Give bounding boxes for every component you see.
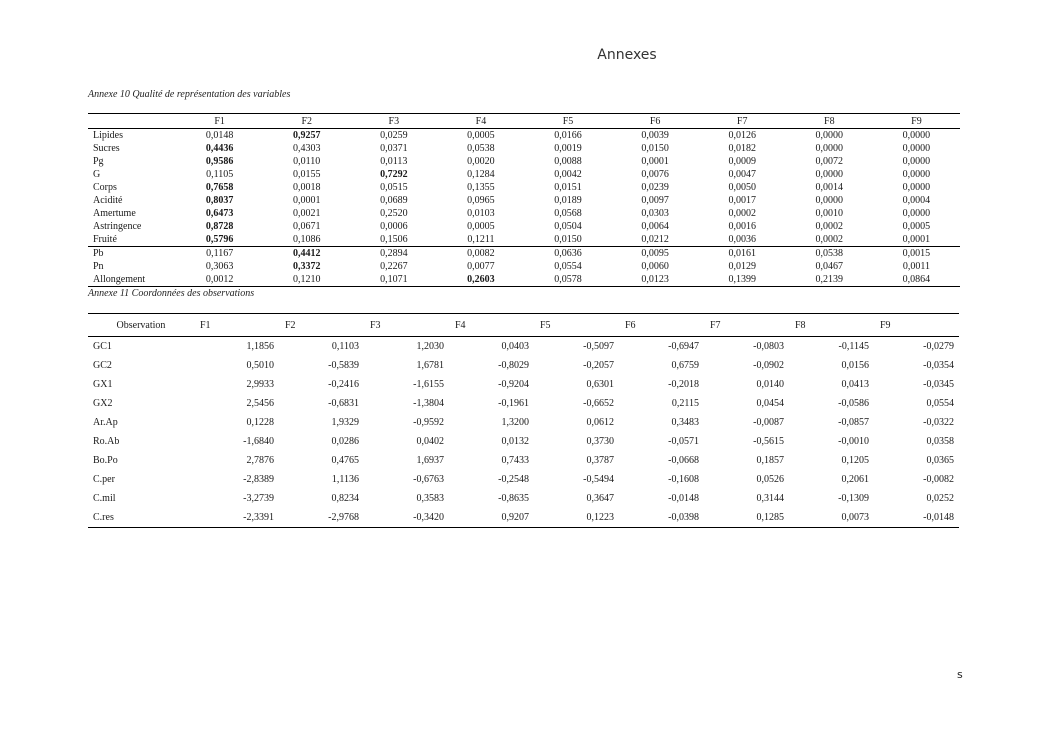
table-cell: 0,0671 (292, 220, 321, 232)
column-header: F6 (612, 114, 699, 129)
table-cell: -0,6763 (413, 474, 444, 485)
table-cell: 0,1223 (534, 508, 619, 528)
table-cell: 0,0123 (612, 273, 699, 287)
table-cell: 0,0129 (728, 260, 756, 272)
table-cell: 0,8037 (205, 194, 234, 206)
table-cell: 0,8234 (331, 493, 359, 504)
row-label: Amertume (93, 207, 136, 219)
table-cell: -0,8635 (498, 493, 529, 504)
table-cell: 0,0021 (292, 207, 321, 219)
table-cell: 0,0000 (815, 168, 844, 180)
table-cell: -0,0668 (668, 455, 699, 466)
table-cell: 0,0358 (926, 436, 954, 447)
table-cell: -1,6840 (243, 436, 274, 447)
column-header: F5 (524, 114, 611, 129)
table-cell: 0,0095 (612, 247, 699, 261)
table-cell: 0,1285 (704, 508, 789, 528)
table-cell: 0,0039 (641, 129, 669, 141)
table-cell: 1,9329 (331, 417, 359, 428)
column-header: Observation (88, 314, 194, 337)
table-cell: 0,0004 (902, 194, 931, 206)
table-cell: 0,0140 (756, 379, 784, 390)
table-cell: 0,6759 (671, 360, 699, 371)
table-cell: 0,3483 (671, 417, 699, 428)
table-cell: 0,0010 (815, 207, 844, 219)
table-cell: 0,1857 (756, 455, 784, 466)
table-cell: -0,0586 (838, 398, 869, 409)
row-label: Allongement (88, 273, 176, 287)
column-header: F4 (437, 114, 524, 129)
table-cell: 0,0000 (902, 181, 931, 193)
table-cell: -2,8389 (243, 474, 274, 485)
table-cell: 0,0002 (815, 233, 844, 245)
table-cell: 0,0088 (554, 155, 582, 167)
table-cell: -0,1608 (668, 474, 699, 485)
table-row (88, 142, 960, 155)
table-cell: 0,0001 (902, 233, 931, 245)
table-cell: 0,0150 (554, 233, 582, 245)
table-row (88, 413, 959, 432)
table-row (88, 451, 959, 470)
table-cell: 0,0018 (292, 181, 321, 193)
row-label: Lipides (93, 129, 123, 141)
row-label: Bo.Po (93, 455, 118, 466)
table-cell: 0,2115 (671, 398, 699, 409)
table-cell: 0,0042 (554, 168, 582, 180)
table-cell: -0,1309 (838, 493, 869, 504)
table-cell: 0,2603 (437, 273, 524, 287)
table-cell: 0,0150 (641, 142, 669, 154)
table-cell: -0,2416 (328, 379, 359, 390)
row-label: Sucres (93, 142, 120, 154)
table-cell: 0,1355 (467, 181, 495, 193)
row-label: Ro.Ab (93, 436, 120, 447)
table-cell: 0,0182 (728, 142, 756, 154)
table-row (88, 470, 959, 489)
table-cell: 0,0526 (756, 474, 784, 485)
corner-cell (88, 114, 176, 129)
table-cell: -0,0571 (668, 436, 699, 447)
table-cell: 0,0015 (873, 247, 960, 261)
observation-coordinates-table (88, 313, 959, 528)
table-cell: 0,0151 (554, 181, 582, 193)
table-cell: 0,4412 (263, 247, 350, 261)
table-row (88, 337, 959, 357)
table-cell: 0,0017 (728, 194, 756, 206)
table-cell: -0,0279 (923, 341, 954, 352)
column-header: F8 (786, 114, 873, 129)
table-cell: -0,0148 (668, 493, 699, 504)
table-cell: 0,1086 (292, 233, 321, 245)
table-cell: 0,0011 (902, 260, 930, 272)
table-header-row (88, 114, 960, 129)
table-cell: -0,0322 (923, 417, 954, 428)
table-row (88, 489, 959, 508)
table-cell: -0,0857 (838, 417, 869, 428)
row-label: GC1 (93, 341, 112, 352)
row-label: GC2 (93, 360, 112, 371)
table-cell: 0,0538 (786, 247, 873, 261)
table-row (88, 129, 960, 143)
table-cell: 0,0001 (641, 155, 669, 167)
row-label: Ar.Ap (93, 417, 118, 428)
table-cell: 0,0005 (902, 220, 931, 232)
table-cell: 0,0113 (380, 155, 408, 167)
table-cell: 0,0259 (380, 129, 408, 141)
table-cell: 0,0000 (902, 207, 931, 219)
table-cell: -0,3420 (364, 508, 449, 528)
table-cell: -1,6155 (413, 379, 444, 390)
table-cell: 0,0413 (841, 379, 869, 390)
table-cell: 2,5456 (246, 398, 274, 409)
table-cell: 0,0365 (926, 455, 954, 466)
table-cell: 0,0001 (292, 194, 321, 206)
table-cell: 0,0126 (728, 129, 756, 141)
table-cell: 0,0047 (728, 168, 756, 180)
table-cell: 0,0965 (467, 194, 495, 206)
table-row (88, 508, 959, 528)
table-cell: 1,6781 (416, 360, 444, 371)
table-cell: 0,0504 (554, 220, 582, 232)
table-cell: -1,3804 (413, 398, 444, 409)
table-cell: 0,3372 (292, 260, 321, 272)
row-label: C.per (93, 474, 115, 485)
table-cell: 0,0009 (728, 155, 756, 167)
table-cell: 0,1506 (380, 233, 408, 245)
table-cell: 2,9933 (246, 379, 274, 390)
table-cell: -2,3391 (194, 508, 279, 528)
table-cell: 0,7433 (501, 455, 529, 466)
table-cell: 0,0000 (902, 155, 931, 167)
table-cell: 0,0148 (205, 129, 234, 141)
table-cell: 0,9586 (205, 155, 234, 167)
table-cell: 0,3647 (586, 493, 614, 504)
column-header: F8 (789, 314, 874, 337)
table-cell: 0,0303 (641, 207, 669, 219)
table-cell: -0,0082 (923, 474, 954, 485)
table-cell: 0,0036 (728, 233, 756, 245)
table-cell: -0,2548 (498, 474, 529, 485)
table-row (88, 432, 959, 451)
table-cell: 0,2894 (350, 247, 437, 261)
table-cell: 0,1205 (841, 455, 869, 466)
table-cell: 0,0000 (815, 129, 844, 141)
table-cell: -0,2018 (668, 379, 699, 390)
table-cell: 0,0073 (789, 508, 874, 528)
column-header: F3 (350, 114, 437, 129)
row-label: GX2 (93, 398, 113, 409)
table-cell: -0,5097 (583, 341, 614, 352)
table-cell: -0,0010 (838, 436, 869, 447)
table-cell: -0,5839 (328, 360, 359, 371)
table-cell: 0,0012 (176, 273, 263, 287)
table-cell: -0,2057 (583, 360, 614, 371)
table-cell: 0,3063 (205, 260, 234, 272)
table-cell: -0,0148 (874, 508, 959, 528)
table-cell: 0,0000 (902, 142, 931, 154)
column-header: F1 (176, 114, 263, 129)
table-cell: 0,0000 (815, 142, 844, 154)
table-cell: 0,0132 (501, 436, 529, 447)
table-row (88, 207, 960, 220)
table-cell: 0,1103 (331, 341, 359, 352)
table-row (88, 220, 960, 233)
table-cell: 0,0189 (554, 194, 582, 206)
table-cell: 0,0005 (467, 220, 495, 232)
table-cell: 0,0554 (554, 260, 582, 272)
table-cell: 0,0538 (467, 142, 495, 154)
table-cell: 0,0252 (926, 493, 954, 504)
table-cell: 0,0454 (756, 398, 784, 409)
table-cell: 0,0689 (380, 194, 408, 206)
table-cell: 0,0072 (815, 155, 844, 167)
table-cell: 0,1228 (246, 417, 274, 428)
table-row (88, 233, 960, 247)
table-cell: 0,0019 (554, 142, 582, 154)
table-cell: 0,0110 (293, 155, 321, 167)
column-header: F6 (619, 314, 704, 337)
table-cell: 0,6301 (586, 379, 614, 390)
table-cell: 0,1399 (699, 273, 786, 287)
table-cell: 0,0020 (467, 155, 495, 167)
table-cell: -0,9592 (413, 417, 444, 428)
table-cell: 0,3144 (756, 493, 784, 504)
column-header: F9 (873, 114, 960, 129)
table-cell: 2,7876 (246, 455, 274, 466)
table-cell: 0,1211 (467, 233, 495, 245)
annex-11-caption: Annexe 11 Coordonnées des observations (88, 288, 255, 299)
table-cell: 0,0076 (641, 168, 669, 180)
table-cell: -0,1961 (498, 398, 529, 409)
table-cell: 0,3583 (416, 493, 444, 504)
table-cell: 0,4765 (331, 455, 359, 466)
table-cell: 0,0212 (641, 233, 669, 245)
table-header-row (88, 314, 959, 337)
table-cell: -0,6831 (328, 398, 359, 409)
table-cell: 0,9207 (449, 508, 534, 528)
table-cell: 0,8728 (205, 220, 234, 232)
table-row (88, 260, 960, 273)
table-cell: 0,0000 (902, 129, 931, 141)
row-label: C.mil (93, 493, 116, 504)
table-cell: 0,0006 (380, 220, 408, 232)
representation-quality-table (88, 113, 960, 287)
row-label: Corps (93, 181, 117, 193)
table-cell: 1,1136 (331, 474, 359, 485)
table-cell: 0,0612 (586, 417, 614, 428)
annex-10-caption: Annexe 10 Qualité de représentation des variables (88, 89, 291, 100)
row-label: C.res (88, 508, 194, 528)
table-cell: -0,1145 (838, 341, 869, 352)
table-cell: 0,0402 (416, 436, 444, 447)
table-cell: 0,0156 (841, 360, 869, 371)
column-header: F1 (194, 314, 279, 337)
table-cell: 0,0371 (380, 142, 408, 154)
table-cell: 0,6473 (205, 207, 234, 219)
table-cell: 0,0554 (926, 398, 954, 409)
table-cell: 0,0002 (815, 220, 844, 232)
table-row (88, 375, 959, 394)
table-cell: 0,1105 (206, 168, 234, 180)
table-cell: 0,0155 (292, 168, 321, 180)
column-header: F2 (263, 114, 350, 129)
column-header: F5 (534, 314, 619, 337)
table-cell: 0,5010 (246, 360, 274, 371)
table-cell: 0,0166 (554, 129, 582, 141)
table-cell: 0,0005 (467, 129, 495, 141)
table-cell: 0,0636 (524, 247, 611, 261)
row-label: GX1 (93, 379, 113, 390)
table-row (88, 194, 960, 207)
row-label: Astringence (93, 220, 142, 232)
table-cell: 1,3200 (501, 417, 529, 428)
column-header: F7 (704, 314, 789, 337)
table-cell: 0,0103 (467, 207, 495, 219)
table-cell: 0,0014 (815, 181, 844, 193)
table-cell: 0,0000 (902, 168, 931, 180)
table-cell: 0,0515 (380, 181, 408, 193)
table-row (88, 168, 960, 181)
table-cell: 0,1210 (263, 273, 350, 287)
table-cell: 1,6937 (416, 455, 444, 466)
table-cell: 1,1856 (246, 341, 274, 352)
table-cell: 0,3730 (586, 436, 614, 447)
table-cell: -0,0345 (923, 379, 954, 390)
table-cell: 0,1284 (467, 168, 495, 180)
table-cell: 0,0064 (641, 220, 669, 232)
table-row (88, 394, 959, 413)
table-cell: 0,2139 (786, 273, 873, 287)
row-label: Pb (88, 247, 176, 261)
column-header: F2 (279, 314, 364, 337)
table-cell: -0,9204 (498, 379, 529, 390)
table-row (88, 181, 960, 194)
table-cell: 0,2267 (380, 260, 408, 272)
column-header: F9 (874, 314, 959, 337)
table-cell: 0,1167 (176, 247, 263, 261)
row-label: Fruité (93, 233, 117, 245)
table-cell: 0,3787 (586, 455, 614, 466)
table-cell: 0,7658 (205, 181, 234, 193)
table-cell: -0,5615 (753, 436, 784, 447)
table-cell: -0,0354 (923, 360, 954, 371)
table-cell: 1,2030 (416, 341, 444, 352)
table-cell: 0,0286 (331, 436, 359, 447)
table-cell: -0,0803 (753, 341, 784, 352)
table-cell: 0,4303 (292, 142, 321, 154)
table-cell: 0,7292 (380, 168, 408, 180)
page-header-title: Annexes (597, 47, 657, 63)
table-cell: 0,0467 (815, 260, 844, 272)
table-cell: 0,0016 (728, 220, 756, 232)
table-row (88, 273, 960, 287)
table-row (88, 247, 960, 261)
table-row (88, 356, 959, 375)
column-header: F3 (364, 314, 449, 337)
table-cell: -0,6947 (668, 341, 699, 352)
table-cell: -0,0087 (753, 417, 784, 428)
table-cell: 0,0239 (641, 181, 669, 193)
page-number: s (957, 668, 963, 681)
table-cell: -0,6652 (583, 398, 614, 409)
table-cell: 0,2520 (380, 207, 408, 219)
table-cell: 0,0568 (554, 207, 582, 219)
row-label: Pn (93, 260, 104, 272)
table-cell: 0,0077 (467, 260, 495, 272)
table-cell: -3,2739 (243, 493, 274, 504)
row-label: Pg (93, 155, 104, 167)
table-cell: 0,1071 (350, 273, 437, 287)
table-cell: 0,0578 (524, 273, 611, 287)
table-cell: -2,9768 (279, 508, 364, 528)
table-cell: -0,0902 (753, 360, 784, 371)
table-cell: 0,2061 (841, 474, 869, 485)
table-cell: 0,0403 (501, 341, 529, 352)
table-cell: 0,0002 (728, 207, 756, 219)
row-label: G (93, 168, 101, 180)
table-cell: 0,0050 (728, 181, 756, 193)
table-cell: 0,0082 (437, 247, 524, 261)
row-label: Acidité (93, 194, 123, 206)
table-cell: -0,0398 (619, 508, 704, 528)
table-cell: 0,0864 (873, 273, 960, 287)
table-cell: 0,4436 (205, 142, 234, 154)
table-cell: 0,0060 (641, 260, 669, 272)
table-cell: 0,0161 (699, 247, 786, 261)
table-cell: 0,5796 (205, 233, 234, 245)
column-header: F7 (699, 114, 786, 129)
column-header: F4 (449, 314, 534, 337)
table-cell: 0,0000 (815, 194, 844, 206)
table-cell: 0,0097 (641, 194, 669, 206)
table-cell: -0,5494 (583, 474, 614, 485)
table-cell: -0,8029 (498, 360, 529, 371)
table-cell: 0,9257 (292, 129, 321, 141)
table-row (88, 155, 960, 168)
